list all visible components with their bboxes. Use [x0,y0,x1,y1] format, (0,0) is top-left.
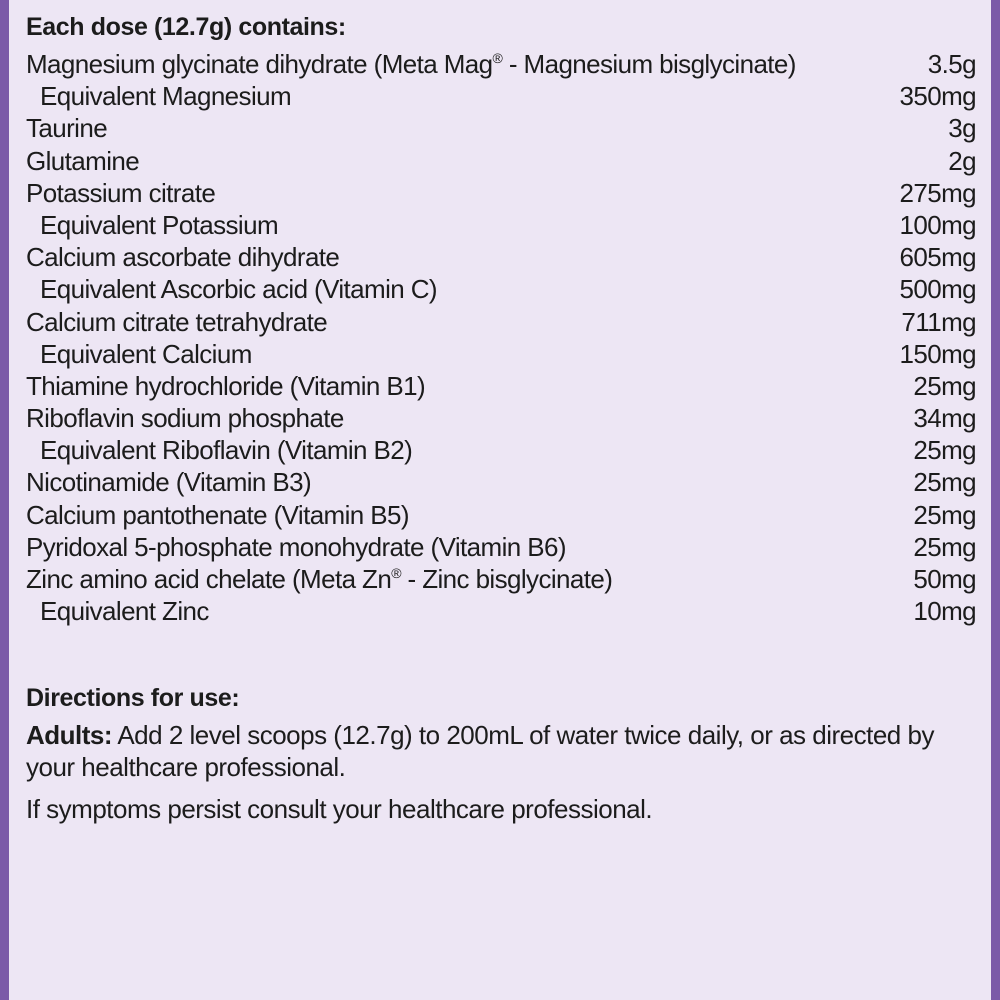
ingredient-row [26,370,976,402]
ingredient-row [26,402,976,434]
adults-directions [26,719,976,783]
ingredient-amount: 605mg [899,242,976,273]
label-panel [9,0,991,1000]
ingredient-name [26,306,327,338]
ingredient-name-text: Potassium citrate [26,177,216,208]
ingredient-name-suffix: - Magnesium bisglycinate) [502,49,796,79]
adults-label: Adults: [26,720,113,751]
ingredient-amount: 25mg [913,499,976,530]
ingredient-row [26,209,976,241]
ingredient-amount: 25mg [913,435,976,466]
directions-heading: Directions for use: [26,684,240,713]
ingredient-name [26,499,409,531]
ingredient-name-text: Pyridoxal 5-phosphate monohydrate (Vitamin B6) [26,531,566,562]
ingredients-heading: Each dose (12.7g) contains: [26,13,346,41]
ingredient-name-text: Equivalent Calcium [40,338,252,369]
ingredient-name-text: Riboflavin sodium phosphate [26,403,344,434]
ingredient-name [26,402,344,434]
ingredient-name [26,209,278,241]
ingredient-amount: 150mg [899,338,976,369]
registered-mark: ® [492,50,503,66]
ingredient-amount: 275mg [899,177,976,208]
ingredient-name [26,273,437,305]
ingredient-name-text: Thiamine hydrochloride (Vitamin B1) [26,370,426,401]
ingredient-amount: 25mg [913,370,976,401]
ingredient-row [26,499,976,531]
ingredient-name-text: Taurine [26,113,108,144]
ingredient-name [26,466,311,498]
ingredient-row [26,434,976,466]
ingredient-name [26,145,139,177]
ingredient-amount: 10mg [913,596,976,627]
ingredient-row [26,80,976,112]
ingredient-amount: 500mg [899,274,976,305]
ingredient-amount: 25mg [913,531,976,562]
ingredient-name-text: Calcium pantothenate (Vitamin B5) [26,499,409,530]
ingredient-amount: 34mg [913,403,976,434]
ingredient-name [26,241,339,273]
ingredient-name-text: Glutamine [26,145,140,176]
ingredient-name-suffix: - Zinc bisglycinate) [400,564,613,594]
ingredient-row [26,563,976,595]
directions-section [26,681,976,825]
ingredient-row [26,48,976,80]
ingredient-amount: 711mg [901,306,976,337]
ingredient-row [26,306,976,338]
label-content [26,10,976,825]
ingredient-name [26,595,209,627]
ingredient-name-text: Equivalent Ascorbic acid (Vitamin C) [40,274,437,305]
ingredient-name [26,563,612,595]
ingredient-name-text: Equivalent Magnesium [40,81,292,112]
ingredient-name [26,370,425,402]
ingredient-row [26,273,976,305]
ingredient-row [26,177,976,209]
ingredient-amount: 50mg [913,564,976,594]
ingredient-amount: 3.5g [927,49,976,79]
ingredient-name [26,434,412,466]
ingredient-name [26,48,796,80]
ingredient-row [26,112,976,144]
ingredient-name-text: Calcium citrate tetrahydrate [26,306,328,337]
ingredient-row [26,145,976,177]
ingredient-name-text: Calcium ascorbate dihydrate [26,242,340,273]
ingredient-name-text: Zinc amino acid chelate (Meta Zn [26,564,392,594]
symptoms-warning: If symptoms persist consult your healthcare professional. [26,794,653,825]
ingredient-name-text: Equivalent Potassium [40,209,279,240]
ingredient-name [26,531,566,563]
adults-text: Add 2 level scoops (12.7g) to 200mL of water twice daily, or as directed by your healthcare professional. [26,720,934,783]
ingredient-amount: 100mg [899,209,976,240]
ingredient-name-text: Magnesium glycinate dihydrate (Meta Mag [26,49,493,79]
ingredient-name [26,177,215,209]
ingredient-row [26,338,976,370]
registered-mark: ® [391,565,401,581]
ingredients-list [26,48,976,627]
ingredient-name [26,112,107,144]
ingredient-amount: 350mg [899,81,976,112]
ingredient-amount: 2g [948,145,976,176]
ingredient-row [26,595,976,627]
ingredient-row [26,531,976,563]
ingredient-name [26,80,291,112]
ingredient-row [26,466,976,498]
ingredient-amount: 25mg [913,467,976,498]
ingredient-name-text: Equivalent Zinc [40,596,209,627]
ingredient-row [26,241,976,273]
ingredient-name-text: Nicotinamide (Vitamin B3) [26,467,312,498]
ingredient-amount: 3g [948,113,976,144]
ingredient-name-text: Equivalent Riboflavin (Vitamin B2) [40,435,413,466]
ingredient-name [26,338,252,370]
